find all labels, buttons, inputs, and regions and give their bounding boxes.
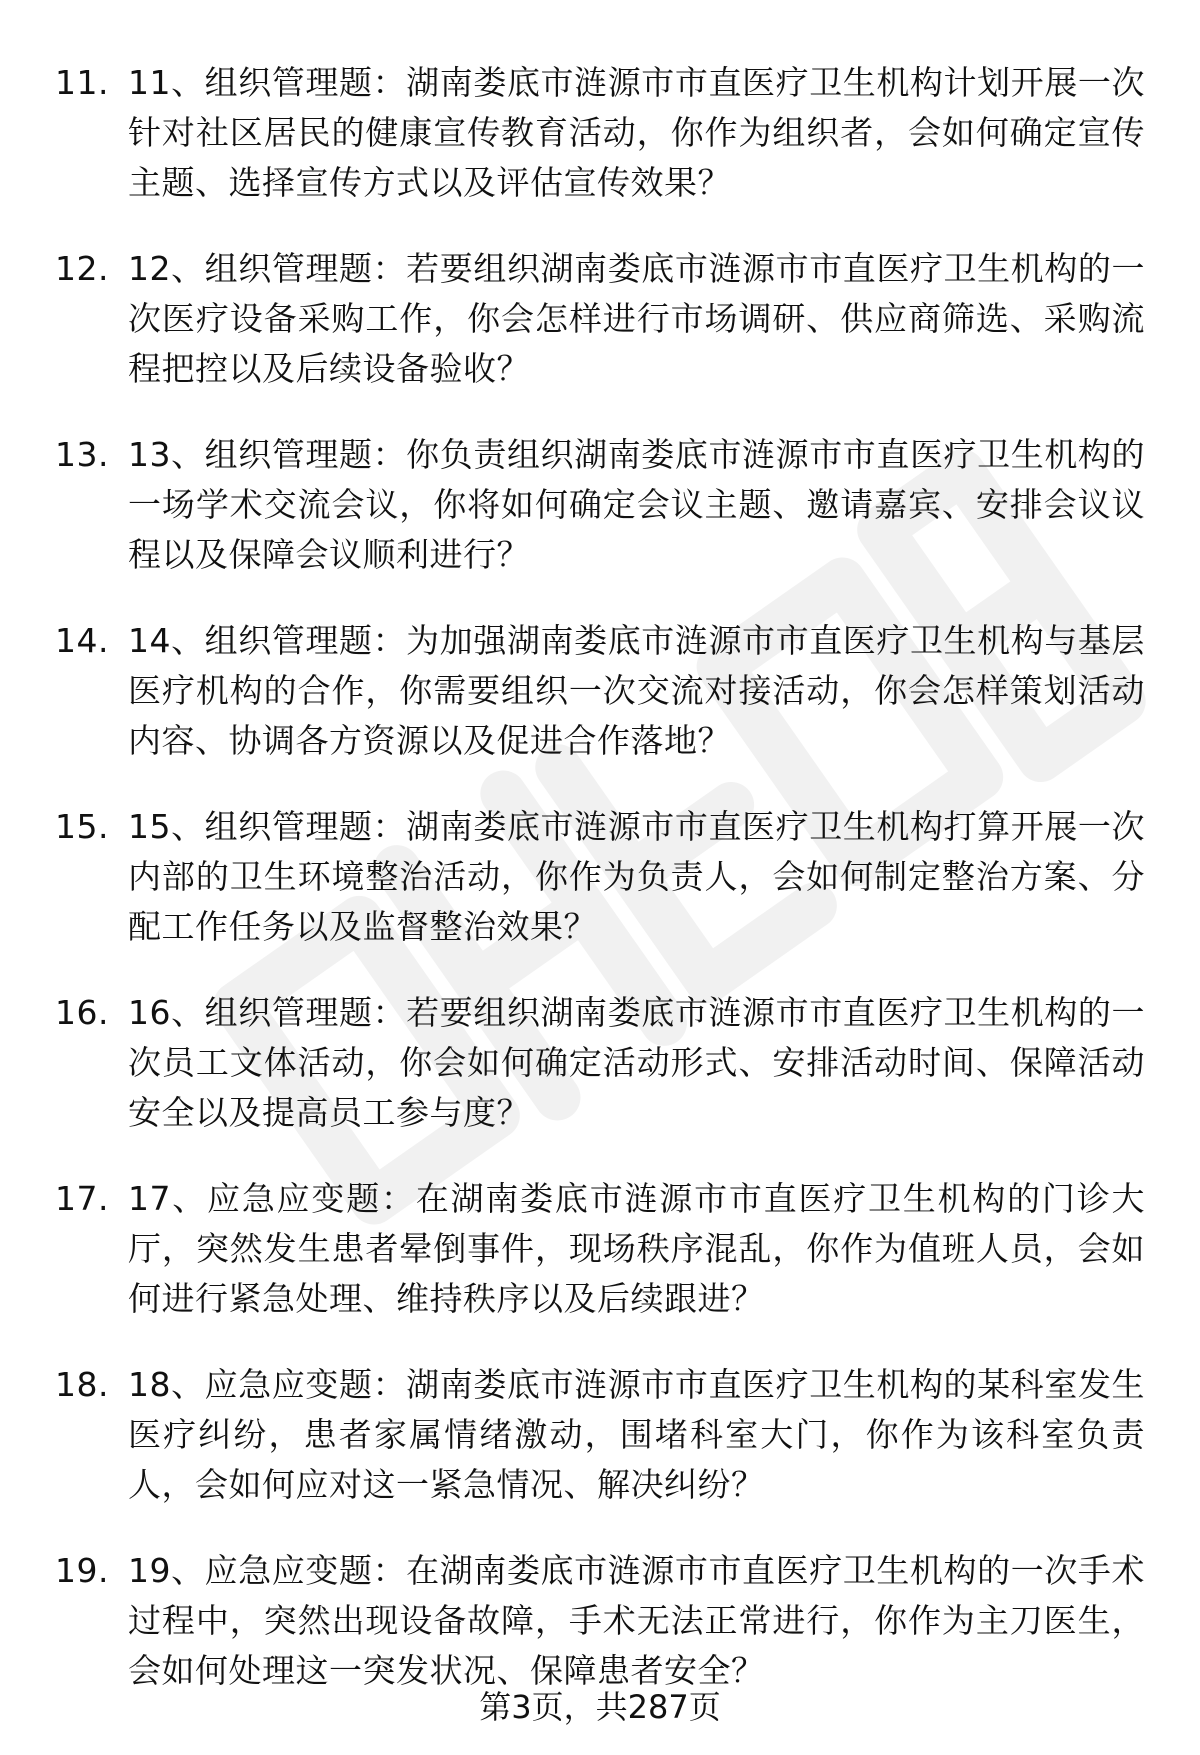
question-text: 12、组织管理题：若要组织湖南娄底市涟源市市直医疗卫生机构的一次医疗设备采购工作，你会怎样进行市场调研、供应商筛选、采购流程把控以及后续设备验收？ xyxy=(128,249,1145,388)
list-item xyxy=(55,1360,1145,1510)
question-text: 17、应急应变题：在湖南娄底市涟源市市直医疗卫生机构的门诊大厅，突然发生患者晕倒事件，现场秩序混乱，你作为值班人员，会如何进行紧急处理、维持秩序以及后续跟进？ xyxy=(128,1179,1145,1318)
list-item xyxy=(55,1174,1145,1324)
item-number: 19. xyxy=(55,1551,109,1590)
list-item xyxy=(55,616,1145,766)
question-text: 15、组织管理题：湖南娄底市涟源市市直医疗卫生机构打算开展一次内部的卫生环境整治活动，你作为负责人，会如何制定整治方案、分配工作任务以及监督整治效果？ xyxy=(128,807,1145,946)
list-item xyxy=(55,430,1145,580)
list-item xyxy=(55,58,1145,208)
list-item xyxy=(55,244,1145,394)
question-text: 13、组织管理题：你负责组织湖南娄底市涟源市市直医疗卫生机构的一场学术交流会议，你将如何确定会议主题、邀请嘉宾、安排会议议程以及保障会议顺利进行？ xyxy=(128,435,1145,574)
item-number: 11. xyxy=(55,63,109,102)
item-number: 18. xyxy=(55,1365,109,1404)
item-number: 15. xyxy=(55,807,109,846)
list-item xyxy=(55,802,1145,952)
list-item xyxy=(55,988,1145,1138)
question-text: 16、组织管理题：若要组织湖南娄底市涟源市市直医疗卫生机构的一次员工文体活动，你会如何确定活动形式、安排活动时间、保障活动安全以及提高员工参与度？ xyxy=(128,993,1145,1132)
question-list xyxy=(55,58,1145,1732)
question-text: 11、组织管理题：湖南娄底市涟源市市直医疗卫生机构计划开展一次针对社区居民的健康宣传教育活动，你作为组织者，会如何确定宣传主题、选择宣传方式以及评估宣传效果？ xyxy=(128,63,1145,202)
item-number: 16. xyxy=(55,993,109,1032)
page-footer: 第3页，共287页 xyxy=(479,1688,721,1726)
item-number: 14. xyxy=(55,621,109,660)
item-number: 13. xyxy=(55,435,109,474)
question-text: 14、组织管理题：为加强湖南娄底市涟源市市直医疗卫生机构与基层医疗机构的合作，你需要组织一次交流对接活动，你会怎样策划活动内容、协调各方资源以及促进合作落地？ xyxy=(128,621,1145,760)
item-number: 12. xyxy=(55,249,109,288)
item-number: 17. xyxy=(55,1179,109,1218)
question-text: 19、应急应变题：在湖南娄底市涟源市市直医疗卫生机构的一次手术过程中，突然出现设备故障，手术无法正常进行，你作为主刀医生，会如何处理这一突发状况、保障患者安全？ xyxy=(128,1551,1145,1690)
list-item xyxy=(55,1546,1145,1696)
question-text: 18、应急应变题：湖南娄底市涟源市市直医疗卫生机构的某科室发生医疗纠纷，患者家属情绪激动，围堵科室大门，你作为该科室负责人，会如何应对这一紧急情况、解决纠纷？ xyxy=(128,1365,1145,1504)
